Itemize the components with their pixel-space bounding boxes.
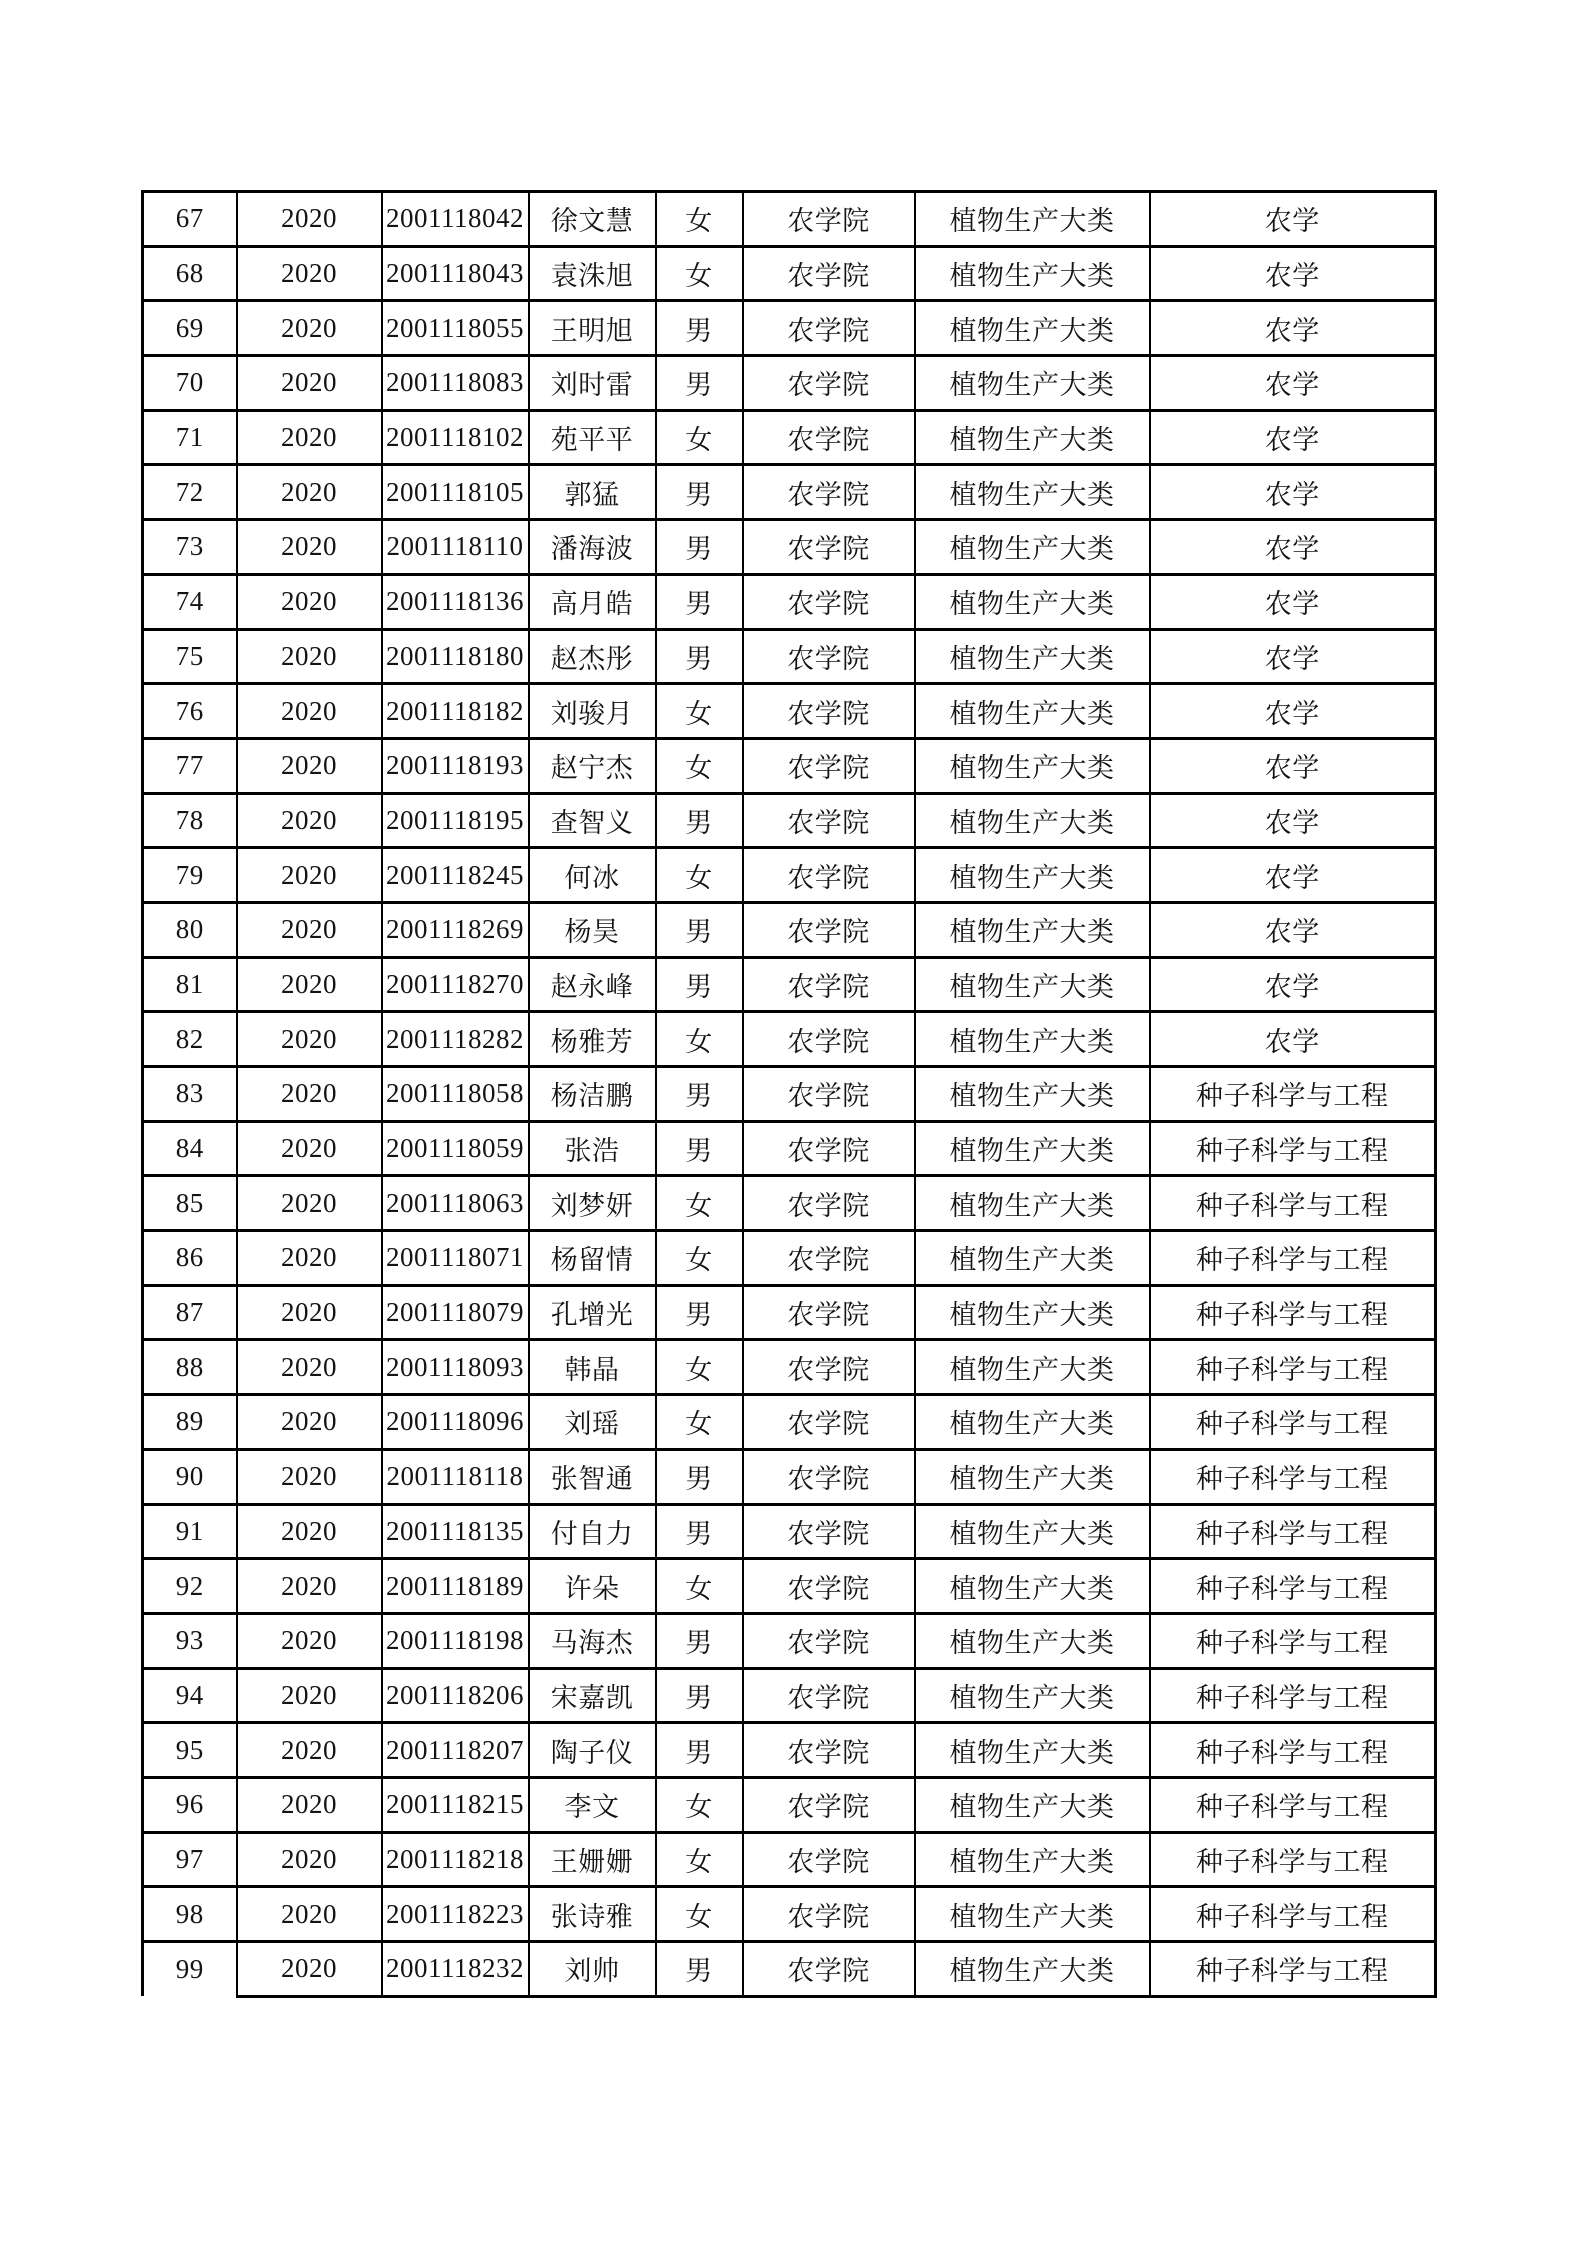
cell-student_id: 2001118245 <box>382 848 529 903</box>
table-row <box>143 356 1436 411</box>
cell-major: 农学 <box>1150 738 1436 793</box>
cell-major: 种子科学与工程 <box>1150 1176 1436 1231</box>
cell-gender: 男 <box>656 1504 743 1559</box>
cell-category: 植物生产大类 <box>915 1504 1150 1559</box>
cell-category: 植物生产大类 <box>915 1395 1150 1450</box>
cell-year: 2020 <box>237 629 382 684</box>
cell-gender: 女 <box>656 1231 743 1286</box>
cell-college: 农学院 <box>743 1723 915 1778</box>
cell-student_id: 2001118223 <box>382 1887 529 1942</box>
table-row <box>143 520 1436 575</box>
cell-index: 96 <box>143 1777 237 1832</box>
cell-category: 植物生产大类 <box>915 1285 1150 1340</box>
cell-year: 2020 <box>237 520 382 575</box>
cell-year: 2020 <box>237 1340 382 1395</box>
cell-college: 农学院 <box>743 465 915 520</box>
cell-name: 高月皓 <box>529 574 656 629</box>
cell-gender: 男 <box>656 629 743 684</box>
cell-index: 97 <box>143 1832 237 1887</box>
cell-gender: 男 <box>656 902 743 957</box>
table-row <box>143 793 1436 848</box>
cell-index: 99 <box>143 1942 237 1997</box>
cell-student_id: 2001118058 <box>382 1067 529 1122</box>
cell-college: 农学院 <box>743 738 915 793</box>
cell-gender: 男 <box>656 1067 743 1122</box>
table-row <box>143 1176 1436 1231</box>
cell-college: 农学院 <box>743 356 915 411</box>
cell-category: 植物生产大类 <box>915 1777 1150 1832</box>
table-row <box>143 848 1436 903</box>
cell-major: 种子科学与工程 <box>1150 1942 1436 1997</box>
cell-year: 2020 <box>237 684 382 739</box>
cell-gender: 女 <box>656 246 743 301</box>
cell-name: 张智通 <box>529 1449 656 1504</box>
cell-year: 2020 <box>237 1121 382 1176</box>
cell-college: 农学院 <box>743 684 915 739</box>
cell-gender: 女 <box>656 848 743 903</box>
cell-category: 植物生产大类 <box>915 848 1150 903</box>
cell-index: 80 <box>143 902 237 957</box>
cell-college: 农学院 <box>743 246 915 301</box>
cell-index: 75 <box>143 629 237 684</box>
cell-category: 植物生产大类 <box>915 301 1150 356</box>
cell-gender: 女 <box>656 684 743 739</box>
cell-college: 农学院 <box>743 1613 915 1668</box>
cell-index: 84 <box>143 1121 237 1176</box>
cell-name: 袁洙旭 <box>529 246 656 301</box>
cell-index: 70 <box>143 356 237 411</box>
cell-index: 95 <box>143 1723 237 1778</box>
cell-gender: 男 <box>656 1285 743 1340</box>
cell-year: 2020 <box>237 848 382 903</box>
cell-major: 农学 <box>1150 301 1436 356</box>
cell-category: 植物生产大类 <box>915 1723 1150 1778</box>
cell-major: 农学 <box>1150 848 1436 903</box>
cell-year: 2020 <box>237 246 382 301</box>
cell-gender: 男 <box>656 1723 743 1778</box>
cell-gender: 男 <box>656 1942 743 1997</box>
cell-major: 种子科学与工程 <box>1150 1832 1436 1887</box>
cell-student_id: 2001118182 <box>382 684 529 739</box>
cell-major: 农学 <box>1150 465 1436 520</box>
cell-index: 86 <box>143 1231 237 1286</box>
cell-category: 植物生产大类 <box>915 192 1150 247</box>
cell-student_id: 2001118136 <box>382 574 529 629</box>
cell-index: 67 <box>143 192 237 247</box>
cell-student_id: 2001118059 <box>382 1121 529 1176</box>
cell-name: 杨留情 <box>529 1231 656 1286</box>
cell-year: 2020 <box>237 356 382 411</box>
cell-student_id: 2001118207 <box>382 1723 529 1778</box>
table-row <box>143 1777 1436 1832</box>
cell-year: 2020 <box>237 957 382 1012</box>
table-row <box>143 1449 1436 1504</box>
cell-category: 植物生产大类 <box>915 684 1150 739</box>
cell-index: 83 <box>143 1067 237 1122</box>
cell-student_id: 2001118079 <box>382 1285 529 1340</box>
cell-category: 植物生产大类 <box>915 1668 1150 1723</box>
table-row <box>143 1121 1436 1176</box>
cell-category: 植物生产大类 <box>915 410 1150 465</box>
cell-major: 种子科学与工程 <box>1150 1067 1436 1122</box>
cell-student_id: 2001118042 <box>382 192 529 247</box>
cell-major: 种子科学与工程 <box>1150 1395 1436 1450</box>
cell-college: 农学院 <box>743 629 915 684</box>
cell-category: 植物生产大类 <box>915 465 1150 520</box>
cell-major: 农学 <box>1150 356 1436 411</box>
cell-index: 88 <box>143 1340 237 1395</box>
cell-index: 74 <box>143 574 237 629</box>
table-row <box>143 465 1436 520</box>
cell-college: 农学院 <box>743 1176 915 1231</box>
cell-gender: 女 <box>656 1832 743 1887</box>
cell-name: 王姗姗 <box>529 1832 656 1887</box>
cell-category: 植物生产大类 <box>915 1176 1150 1231</box>
cell-college: 农学院 <box>743 410 915 465</box>
cell-gender: 男 <box>656 465 743 520</box>
table-row <box>143 902 1436 957</box>
cell-gender: 女 <box>656 410 743 465</box>
cell-major: 种子科学与工程 <box>1150 1285 1436 1340</box>
cell-year: 2020 <box>237 1176 382 1231</box>
cell-name: 韩晶 <box>529 1340 656 1395</box>
cell-category: 植物生产大类 <box>915 1231 1150 1286</box>
cell-college: 农学院 <box>743 1559 915 1614</box>
cell-name: 许朵 <box>529 1559 656 1614</box>
cell-year: 2020 <box>237 1067 382 1122</box>
cell-college: 农学院 <box>743 1231 915 1286</box>
cell-name: 刘骏月 <box>529 684 656 739</box>
table-row <box>143 1668 1436 1723</box>
cell-name: 赵宁杰 <box>529 738 656 793</box>
cell-college: 农学院 <box>743 1395 915 1450</box>
cell-name: 陶子仪 <box>529 1723 656 1778</box>
roster-body <box>143 192 1436 1997</box>
cell-major: 农学 <box>1150 629 1436 684</box>
cell-major: 种子科学与工程 <box>1150 1613 1436 1668</box>
cell-index: 71 <box>143 410 237 465</box>
cell-name: 杨洁鹏 <box>529 1067 656 1122</box>
cell-gender: 男 <box>656 957 743 1012</box>
cell-index: 82 <box>143 1012 237 1067</box>
table-row <box>143 574 1436 629</box>
cell-name: 郭猛 <box>529 465 656 520</box>
cell-index: 89 <box>143 1395 237 1450</box>
cell-year: 2020 <box>237 301 382 356</box>
cell-major: 种子科学与工程 <box>1150 1668 1436 1723</box>
cell-category: 植物生产大类 <box>915 1012 1150 1067</box>
cell-name: 查智义 <box>529 793 656 848</box>
cell-major: 农学 <box>1150 410 1436 465</box>
cell-student_id: 2001118110 <box>382 520 529 575</box>
cell-student_id: 2001118215 <box>382 1777 529 1832</box>
cell-student_id: 2001118105 <box>382 465 529 520</box>
cell-college: 农学院 <box>743 1449 915 1504</box>
cell-gender: 女 <box>656 192 743 247</box>
cell-college: 农学院 <box>743 1777 915 1832</box>
cell-college: 农学院 <box>743 1121 915 1176</box>
cell-year: 2020 <box>237 1777 382 1832</box>
cell-category: 植物生产大类 <box>915 520 1150 575</box>
cell-major: 农学 <box>1150 574 1436 629</box>
table-row <box>143 629 1436 684</box>
cell-student_id: 2001118043 <box>382 246 529 301</box>
cell-major: 农学 <box>1150 520 1436 575</box>
cell-gender: 女 <box>656 738 743 793</box>
cell-student_id: 2001118198 <box>382 1613 529 1668</box>
cell-name: 宋嘉凯 <box>529 1668 656 1723</box>
cell-college: 农学院 <box>743 301 915 356</box>
cell-college: 农学院 <box>743 1067 915 1122</box>
cell-college: 农学院 <box>743 1012 915 1067</box>
cell-year: 2020 <box>237 1942 382 1997</box>
table-row <box>143 1395 1436 1450</box>
cell-college: 农学院 <box>743 1285 915 1340</box>
table-row <box>143 1340 1436 1395</box>
cell-major: 农学 <box>1150 793 1436 848</box>
cell-index: 77 <box>143 738 237 793</box>
cell-college: 农学院 <box>743 1887 915 1942</box>
cell-name: 孔增光 <box>529 1285 656 1340</box>
cell-name: 王明旭 <box>529 301 656 356</box>
cell-category: 植物生产大类 <box>915 356 1150 411</box>
cell-student_id: 2001118270 <box>382 957 529 1012</box>
cell-college: 农学院 <box>743 848 915 903</box>
cell-gender: 女 <box>656 1340 743 1395</box>
table-row <box>143 1832 1436 1887</box>
cell-category: 植物生产大类 <box>915 957 1150 1012</box>
table-row <box>143 301 1436 356</box>
cell-year: 2020 <box>237 793 382 848</box>
cell-category: 植物生产大类 <box>915 793 1150 848</box>
cell-name: 徐文慧 <box>529 192 656 247</box>
cell-college: 农学院 <box>743 574 915 629</box>
cell-student_id: 2001118206 <box>382 1668 529 1723</box>
cell-student_id: 2001118269 <box>382 902 529 957</box>
cell-index: 98 <box>143 1887 237 1942</box>
cell-student_id: 2001118193 <box>382 738 529 793</box>
cell-category: 植物生产大类 <box>915 1449 1150 1504</box>
table-row <box>143 192 1436 247</box>
cell-college: 农学院 <box>743 520 915 575</box>
cell-major: 种子科学与工程 <box>1150 1723 1436 1778</box>
cell-student_id: 2001118218 <box>382 1832 529 1887</box>
cell-category: 植物生产大类 <box>915 1559 1150 1614</box>
cell-index: 93 <box>143 1613 237 1668</box>
cell-name: 苑平平 <box>529 410 656 465</box>
cell-college: 农学院 <box>743 1832 915 1887</box>
cell-index: 85 <box>143 1176 237 1231</box>
cell-year: 2020 <box>237 465 382 520</box>
cell-gender: 男 <box>656 301 743 356</box>
cell-student_id: 2001118055 <box>382 301 529 356</box>
cell-gender: 男 <box>656 793 743 848</box>
cell-college: 农学院 <box>743 902 915 957</box>
cell-index: 79 <box>143 848 237 903</box>
cell-gender: 男 <box>656 1613 743 1668</box>
cell-index: 94 <box>143 1668 237 1723</box>
cell-major: 种子科学与工程 <box>1150 1121 1436 1176</box>
cell-student_id: 2001118189 <box>382 1559 529 1614</box>
cell-college: 农学院 <box>743 192 915 247</box>
cell-gender: 男 <box>656 356 743 411</box>
cell-year: 2020 <box>237 902 382 957</box>
cell-year: 2020 <box>237 574 382 629</box>
table-row <box>143 246 1436 301</box>
cell-category: 植物生产大类 <box>915 1067 1150 1122</box>
cell-index: 72 <box>143 465 237 520</box>
cell-gender: 女 <box>656 1395 743 1450</box>
cell-category: 植物生产大类 <box>915 1121 1150 1176</box>
cell-major: 种子科学与工程 <box>1150 1777 1436 1832</box>
cell-gender: 男 <box>656 574 743 629</box>
table-row <box>143 1942 1436 1997</box>
cell-student_id: 2001118063 <box>382 1176 529 1231</box>
cell-gender: 女 <box>656 1012 743 1067</box>
cell-category: 植物生产大类 <box>915 1340 1150 1395</box>
cell-name: 刘梦妍 <box>529 1176 656 1231</box>
cell-college: 农学院 <box>743 793 915 848</box>
cell-student_id: 2001118093 <box>382 1340 529 1395</box>
cell-year: 2020 <box>237 1723 382 1778</box>
cell-year: 2020 <box>237 1449 382 1504</box>
cell-category: 植物生产大类 <box>915 1942 1150 1997</box>
cell-student_id: 2001118180 <box>382 629 529 684</box>
cell-student_id: 2001118135 <box>382 1504 529 1559</box>
cell-name: 赵永峰 <box>529 957 656 1012</box>
cell-year: 2020 <box>237 1012 382 1067</box>
cell-college: 农学院 <box>743 1340 915 1395</box>
cell-index: 73 <box>143 520 237 575</box>
cell-major: 种子科学与工程 <box>1150 1504 1436 1559</box>
table-row <box>143 684 1436 739</box>
cell-major: 农学 <box>1150 902 1436 957</box>
cell-student_id: 2001118232 <box>382 1942 529 1997</box>
cell-gender: 男 <box>656 1668 743 1723</box>
cell-major: 农学 <box>1150 957 1436 1012</box>
cell-category: 植物生产大类 <box>915 1613 1150 1668</box>
table-row <box>143 1067 1436 1122</box>
cell-major: 种子科学与工程 <box>1150 1449 1436 1504</box>
cell-year: 2020 <box>237 1231 382 1286</box>
cell-year: 2020 <box>237 1504 382 1559</box>
table-row <box>143 1231 1436 1286</box>
cell-name: 杨雅芳 <box>529 1012 656 1067</box>
cell-name: 张浩 <box>529 1121 656 1176</box>
cell-year: 2020 <box>237 1395 382 1450</box>
cell-college: 农学院 <box>743 1942 915 1997</box>
cell-gender: 男 <box>656 1449 743 1504</box>
cell-name: 赵杰彤 <box>529 629 656 684</box>
table-row <box>143 1012 1436 1067</box>
cell-gender: 女 <box>656 1176 743 1231</box>
cell-name: 杨昊 <box>529 902 656 957</box>
table-row <box>143 1723 1436 1778</box>
cell-major: 种子科学与工程 <box>1150 1231 1436 1286</box>
cell-major: 种子科学与工程 <box>1150 1559 1436 1614</box>
table-row <box>143 957 1436 1012</box>
cell-name: 刘帅 <box>529 1942 656 1997</box>
cell-index: 69 <box>143 301 237 356</box>
cell-category: 植物生产大类 <box>915 1832 1150 1887</box>
cell-student_id: 2001118102 <box>382 410 529 465</box>
cell-student_id: 2001118118 <box>382 1449 529 1504</box>
cell-year: 2020 <box>237 1887 382 1942</box>
cell-index: 92 <box>143 1559 237 1614</box>
cell-major: 农学 <box>1150 1012 1436 1067</box>
cell-name: 刘瑶 <box>529 1395 656 1450</box>
table-row <box>143 1559 1436 1614</box>
cell-category: 植物生产大类 <box>915 902 1150 957</box>
cell-year: 2020 <box>237 1613 382 1668</box>
cell-category: 植物生产大类 <box>915 246 1150 301</box>
cell-category: 植物生产大类 <box>915 1887 1150 1942</box>
cell-index: 90 <box>143 1449 237 1504</box>
cell-major: 农学 <box>1150 192 1436 247</box>
cell-student_id: 2001118096 <box>382 1395 529 1450</box>
cell-index: 81 <box>143 957 237 1012</box>
cell-gender: 男 <box>656 520 743 575</box>
table-row <box>143 410 1436 465</box>
table-row <box>143 738 1436 793</box>
cell-student_id: 2001118195 <box>382 793 529 848</box>
table-row <box>143 1285 1436 1340</box>
cell-year: 2020 <box>237 1559 382 1614</box>
cell-index: 76 <box>143 684 237 739</box>
cell-major: 种子科学与工程 <box>1150 1340 1436 1395</box>
cell-name: 张诗雅 <box>529 1887 656 1942</box>
cell-year: 2020 <box>237 410 382 465</box>
cell-major: 种子科学与工程 <box>1150 1887 1436 1942</box>
cell-category: 植物生产大类 <box>915 574 1150 629</box>
cell-year: 2020 <box>237 1668 382 1723</box>
cell-gender: 男 <box>656 1121 743 1176</box>
table-row <box>143 1887 1436 1942</box>
cell-index: 68 <box>143 246 237 301</box>
student-roster-table <box>141 190 1437 1998</box>
cell-college: 农学院 <box>743 1504 915 1559</box>
cell-name: 付自力 <box>529 1504 656 1559</box>
cell-name: 何冰 <box>529 848 656 903</box>
cell-year: 2020 <box>237 1832 382 1887</box>
cell-year: 2020 <box>237 1285 382 1340</box>
cell-gender: 女 <box>656 1777 743 1832</box>
cell-year: 2020 <box>237 192 382 247</box>
cell-student_id: 2001118071 <box>382 1231 529 1286</box>
cell-year: 2020 <box>237 738 382 793</box>
cell-category: 植物生产大类 <box>915 629 1150 684</box>
cell-student_id: 2001118282 <box>382 1012 529 1067</box>
cell-name: 李文 <box>529 1777 656 1832</box>
cell-name: 马海杰 <box>529 1613 656 1668</box>
cell-student_id: 2001118083 <box>382 356 529 411</box>
cell-college: 农学院 <box>743 957 915 1012</box>
table-row <box>143 1504 1436 1559</box>
cell-index: 91 <box>143 1504 237 1559</box>
cell-index: 78 <box>143 793 237 848</box>
cell-name: 刘时雷 <box>529 356 656 411</box>
cell-gender: 女 <box>656 1887 743 1942</box>
table-row <box>143 1613 1436 1668</box>
cell-index: 87 <box>143 1285 237 1340</box>
cell-name: 潘海波 <box>529 520 656 575</box>
cell-major: 农学 <box>1150 246 1436 301</box>
cell-college: 农学院 <box>743 1668 915 1723</box>
cell-category: 植物生产大类 <box>915 738 1150 793</box>
cell-major: 农学 <box>1150 684 1436 739</box>
cell-gender: 女 <box>656 1559 743 1614</box>
